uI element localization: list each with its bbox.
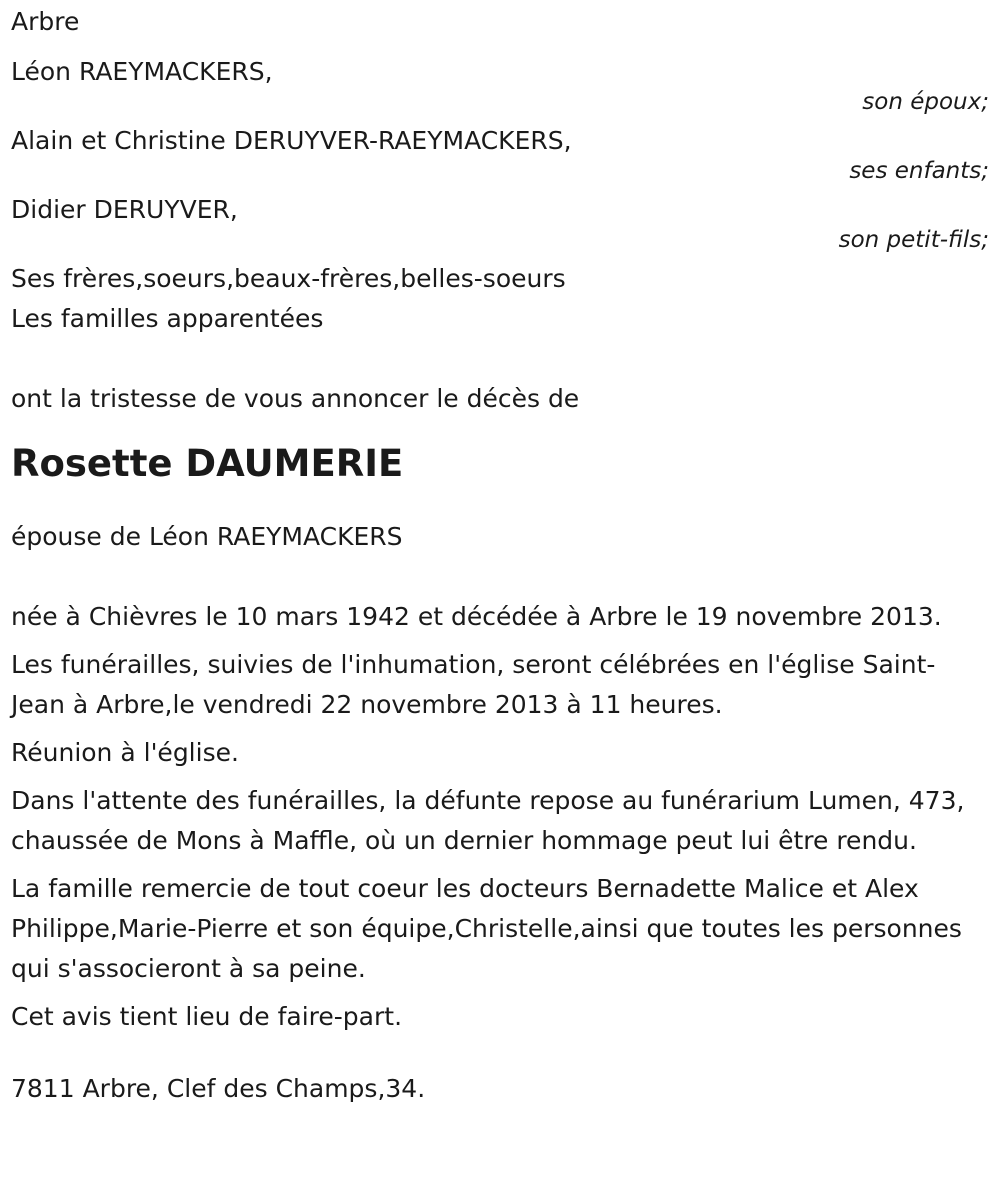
family-entry-grandson: [11, 190, 989, 254]
family-entry-children: [11, 121, 989, 185]
relatives-line: Les familles apparentées: [11, 304, 324, 333]
announcement-text: ont la tristesse de vous annoncer le décès de: [11, 384, 580, 413]
locality: Arbre: [11, 7, 80, 36]
spacer: [11, 419, 989, 435]
family-member-name: Alain et Christine DERUYVER-RAEYMACKERS,: [11, 126, 572, 155]
notice-paragraph: Cet avis tient lieu de faire-part.: [11, 1002, 403, 1031]
funeral-paragraph: Les funérailles, suivies de l'inhumation, seront célébrées en l'église Saint-Jean à Arbre,le vendredi 22 novembre 2013 à 11 heures.: [11, 650, 936, 719]
deceased-name: Rosette DAUMERIE: [11, 442, 404, 485]
funerarium-paragraph: Dans l'attente des funérailles, la défunte repose au funérarium Lumen, 473, chaussée de Mons à Maffle, où un dernier hommage peut lui être rendu.: [11, 786, 965, 855]
obituary-notice: [11, 5, 989, 1109]
family-entry-spouse: [11, 52, 989, 116]
address-line: 7811 Arbre, Clef des Champs,34.: [11, 1074, 426, 1103]
spacer: [11, 557, 989, 597]
family-member-role: son petit-fils;: [838, 227, 989, 253]
family-member-name: Didier DERUYVER,: [11, 195, 238, 224]
family-member-name: Léon RAEYMACKERS,: [11, 57, 273, 86]
relatives-line: Ses frères,soeurs,beaux-frères,belles-soeurs: [11, 264, 566, 293]
family-member-role: son époux;: [862, 89, 989, 115]
reunion-paragraph: Réunion à l'église.: [11, 738, 239, 767]
family-member-role: ses enfants;: [849, 158, 989, 184]
spacer: [11, 42, 989, 52]
spouse-line: épouse de Léon RAEYMACKERS: [11, 522, 403, 551]
birth-death-paragraph: née à Chièvres le 10 mars 1942 et décédée à Arbre le 19 novembre 2013.: [11, 602, 942, 631]
spacer: [11, 339, 989, 379]
spacer: [11, 489, 989, 517]
thanks-paragraph: La famille remercie de tout coeur les docteurs Bernadette Malice et Alex Philippe,Marie-Pierre et son équipe,Christelle,ainsi que toutes les personnes qui s'associeront à sa peine.: [11, 874, 962, 983]
spacer: [11, 1045, 989, 1069]
